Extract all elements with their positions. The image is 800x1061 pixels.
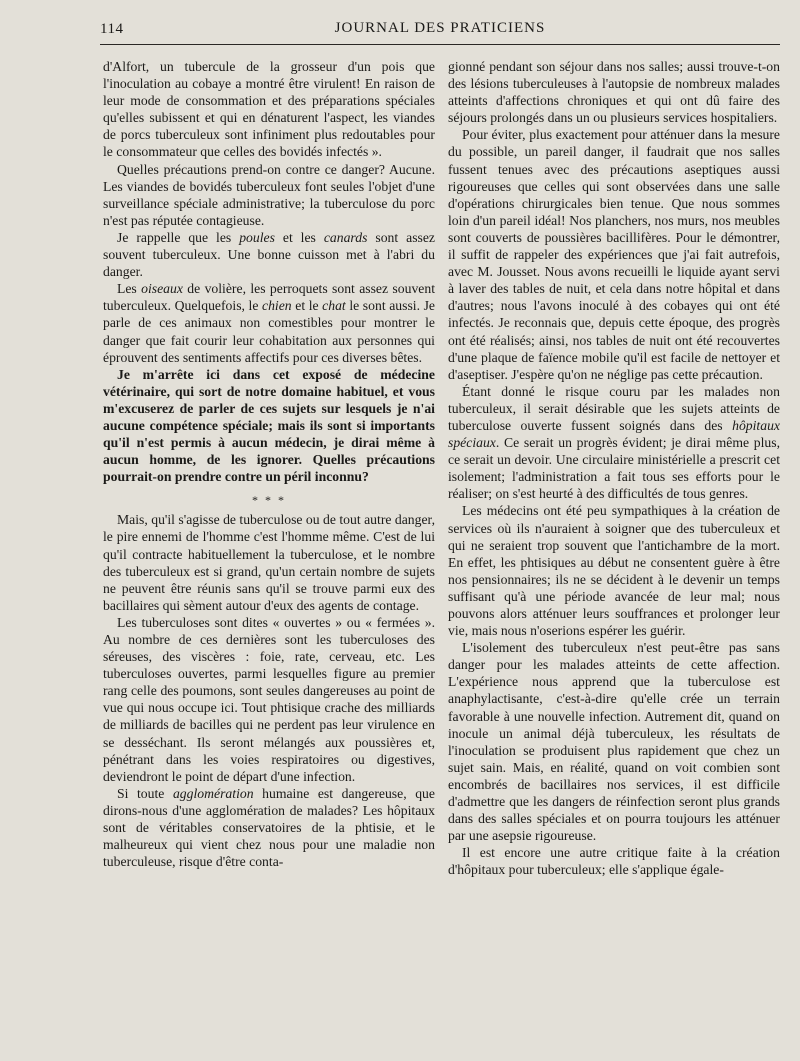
page-header bbox=[100, 18, 780, 45]
paragraph: Mais, qu'il s'agisse de tuberculose ou de tout autre danger, le pire ennemi de l'homme c'est l'homme même. C'est de lui qu'il contracte habituellement la tuberculose, et le nombre des tuberculeux est si grand, qu'un certain nombre de sujets ne peuvent être réunis sans qu'il se trouve parmi eux des bacillaires qui sèment autour d'eux des agents de contage. bbox=[103, 512, 435, 613]
paragraph: Étant donné le risque couru par les malades non tuberculeux, il serait désirable que les sujets atteints de tuberculose ouverte fussent soignés dans des hôpitaux spéciaux. Ce serait un progrès évident; je dirai même plus, ce serait un devoir. Une circulaire ministérielle a prescrit cet isolement; l'administration a fait tous ses efforts pour le réaliser; on s'est heurté à des difficultés de tous genres. bbox=[448, 383, 780, 502]
left-column bbox=[103, 58, 435, 1048]
page-number: 114 bbox=[100, 21, 124, 37]
italic-term: canards bbox=[323, 229, 368, 245]
paragraph: Je m'arrête ici dans cet exposé de médecine vétérinaire, qui sort de notre domaine habituel, et vous m'excuserez de parler de ces sujets sur lesquels je n'ai aucune compétence spéciale; mais ils sont si importants qu'il n'est permis à aucun médecin, je dirai même à aucun homme, de les ignorer. Quelles précautions pourrait-on prendre contre un péril inconnu? bbox=[103, 366, 435, 485]
paragraph: Je rappelle que les poules et les canards sont assez souvent tuberculeux. Une bonne cuisson met à l'abri du danger. bbox=[103, 229, 435, 280]
paragraph: d'Alfort, un tubercule de la grosseur d'un pois que l'inoculation au cobaye a montré être virulent! En raison de leur mode de consommation et des préparations spéciales qu'elles subissent et qui en dénaturent l'aspect, les viandes de porcs tuberculeux sont infiniment plus redoutables pour le consommateur que celles des bovidés infectés ». bbox=[103, 59, 435, 160]
paragraph: Les oiseaux de volière, les perroquets sont assez souvent tuberculeux. Quelquefois, le chien et le chat le sont aussi. Je parle de ces animaux non comestibles pour montrer le danger que fait courir leur cohabitation aux personnes qui éprouvent des sentiments affectifs pour ces diverses bêtes. bbox=[103, 281, 435, 365]
paragraph: Les médecins ont été peu sympathiques à la création de services où ils n'auraient à soigner que des tuberculeux et qui ne seraient trop souvent que l'antichambre de la mort. En effet, les phtisiques au début ne consentent guère à être nos pensionnaires; ils ne se décident à le devenir un temps suffisant qu'à une période avancée de leur mal; nous pouvons alors atténuer leurs souffrances et prolonger leur vie, mais nous n'oserions espérer les guérir. bbox=[448, 503, 780, 639]
paragraph: gionné pendant son séjour dans nos salles; aussi trouve-t-on des lésions tuberculeuses à l'autopsie de nombreux malades atteints d'affections chroniques et qui ont dû faire des séjours prolongés dans un ou plusieurs services hospitaliers. bbox=[448, 59, 780, 126]
paragraph: Il est encore une autre critique faite à la création d'hôpitaux pour tuberculeux; elle s'applique égale- bbox=[448, 845, 780, 878]
italic-term: oiseaux bbox=[141, 281, 183, 297]
paragraph: Si toute agglomération humaine est dangereuse, que dirons-nous d'une agglomération de malades? Les hôpitaux sont de véritables conservatoires de la phtisie, et le malheureux qui vient chez nous pour une maladie non tuberculeuse, risque d'être conta- bbox=[103, 785, 435, 870]
paragraph: L'isolement des tuberculeux n'est peut-être pas sans danger pour les malades atteints de cette affection. L'expérience nous apprend que la tuberculose est anaphylactisante, c'est-à-dire qu'elle crée un terrain favorable à une nouvelle infection. Autrement dit, quand on inocule un animal déjà tuberculeux, les résultats de l'inoculation se produisent plus rapidement que chez un sujet sain. Mais, en réalité, quand on voit combien sont encombrés de bacillaires nos services, il est difficile d'admettre que les dangers de réinfection seront plus grands dans des salles spéciales et on pourra toujours les atténuer par une asepsie rigoureuse. bbox=[448, 640, 780, 844]
right-column bbox=[448, 58, 780, 1048]
paragraph: Les tuberculoses sont dites « ouvertes » ou « fermées ». Au nombre de ces dernières sont les tuberculoses des séreuses, des viscères : foie, rate, cerveau, etc. Les tuberculoses ouvertes, parmi lesquelles figure au premier rang celle des poumons, sont seules dangereuses au point de vue qui nous occupe ici. Tout phtisique crache des milliards de milliards de bacilles qui ne perdent pas leur virulence en se desséchant. Ils seront mélangés aux poussières et, pénétrant dans les voies respiratoires ou digestives, deviendront le point de départ d'une infection. bbox=[103, 614, 435, 784]
italic-term: hôpitaux spéciaux bbox=[448, 417, 780, 451]
section-separator: * * * bbox=[252, 493, 286, 508]
italic-term: agglomération bbox=[172, 785, 254, 801]
italic-term: chat bbox=[322, 298, 346, 314]
italic-term: poules bbox=[239, 229, 275, 245]
italic-term: chien bbox=[262, 298, 292, 314]
paragraph: Quelles précautions prend-on contre ce danger? Aucune. Les viandes de bovidés tuberculeux font seules l'objet d'une surveillance spéciale administrative; la tuberculose du porc n'est pas réputée contagieuse. bbox=[103, 161, 435, 228]
paragraph: Pour éviter, plus exactement pour atténuer dans la mesure du possible, un pareil danger, il faudrait que nos salles fussent tenues avec des précautions aseptiques aussi rigoureuses que celles qui sont observées dans une salle d'opérations chirurgicales bien tenue. Que nous sommes loin d'un pareil idéal! Nos planchers, nos murs, nos meubles sont couverts de poussières bacillifères. Pour le démontrer, il suffit de rappeler des expériences que j'ai fait autrefois, avec M. Jousset. Nous avons recueilli le liquide ayant servi à laver des tables de nuit, et cela dans notre hôpital et dans d'autres; nous l'avons inoculé à des cobayes qui ont été infectés. Je reconnais que, depuis cette époque, des progrès ont été réalisés; ainsi, nos tables de nuit ont été recouvertes d'une plaque de faïence mobile qu'il est facile de nettoyer et d'aseptiser. J'espère qu'on ne néglige pas cette précaution. bbox=[448, 127, 780, 382]
journal-title: JOURNAL DES PRATICIENS bbox=[334, 20, 546, 36]
